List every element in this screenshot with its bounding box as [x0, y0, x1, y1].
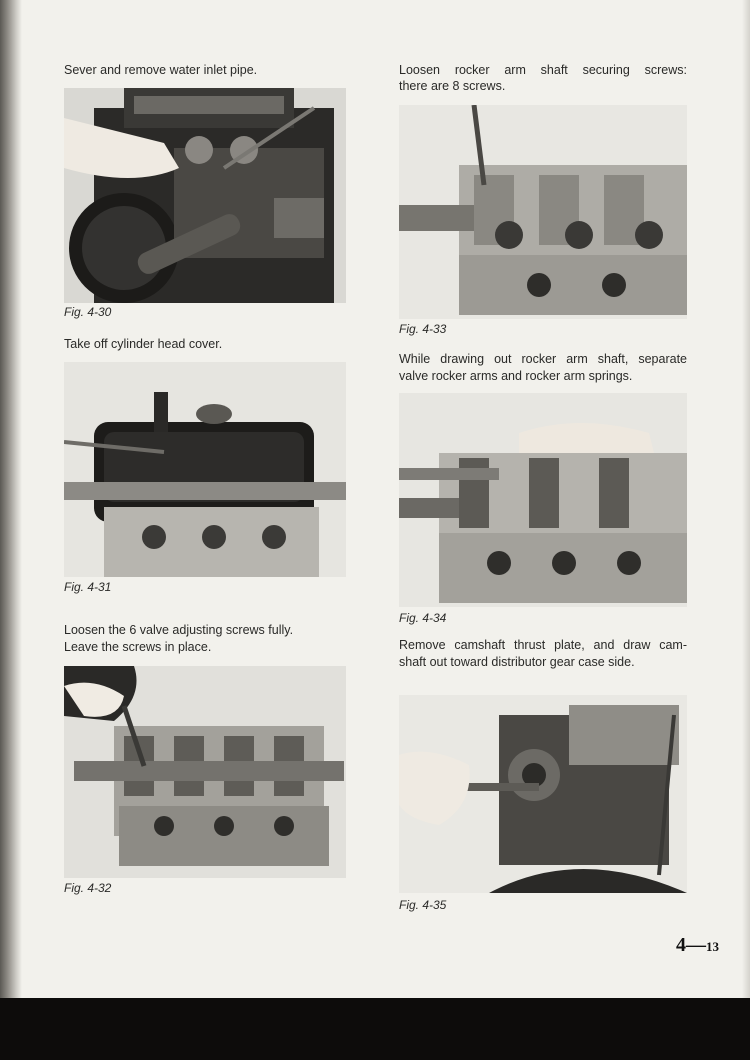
figure-4-30-photo [64, 88, 346, 303]
figure-4-35-photo [399, 695, 687, 893]
instruction-rocker-shaft-screws-line1: Loosen rocker arm shaft securing screws: [399, 63, 687, 77]
figure-4-32-photo [64, 666, 346, 878]
figure-4-31-caption: Fig. 4-31 [64, 580, 112, 594]
instruction-rocker-shaft-screws-line2: there are 8 screws. [399, 79, 506, 93]
instruction-remove-water-inlet-pipe: Sever and remove water inlet pipe. [64, 63, 258, 77]
figure-4-33-caption: Fig. 4-33 [399, 322, 447, 336]
instruction-remove-camshaft-line1: Remove camshaft thrust plate, and draw cam- [399, 638, 687, 652]
figure-4-32-caption: Fig. 4-32 [64, 881, 112, 895]
page-number: 4—13 [676, 934, 719, 956]
figure-4-31-photo [64, 362, 346, 577]
instruction-take-off-head-cover: Take off cylinder head cover. [64, 337, 223, 351]
figure-4-34-photo [399, 393, 687, 607]
figure-4-34-caption: Fig. 4-34 [399, 611, 447, 625]
figure-4-33-photo [399, 105, 687, 319]
book-spine-shadow [0, 0, 22, 998]
instruction-remove-camshaft-line2: shaft out toward distributor gear case side. [399, 655, 635, 669]
instruction-loosen-valve-screws-line1: Loosen the 6 valve adjusting screws fully. [64, 623, 294, 637]
instruction-loosen-valve-screws-line2: Leave the screws in place. [64, 640, 212, 654]
figure-4-30-caption: Fig. 4-30 [64, 305, 112, 319]
instruction-separate-rocker-arms-line1: While drawing out rocker arm shaft, separate [399, 352, 687, 366]
scan-background-bottom [0, 998, 750, 1060]
figure-4-35-caption: Fig. 4-35 [399, 898, 447, 912]
instruction-separate-rocker-arms-line2: valve rocker arms and rocker arm springs. [399, 369, 633, 383]
page-edge [742, 0, 750, 998]
